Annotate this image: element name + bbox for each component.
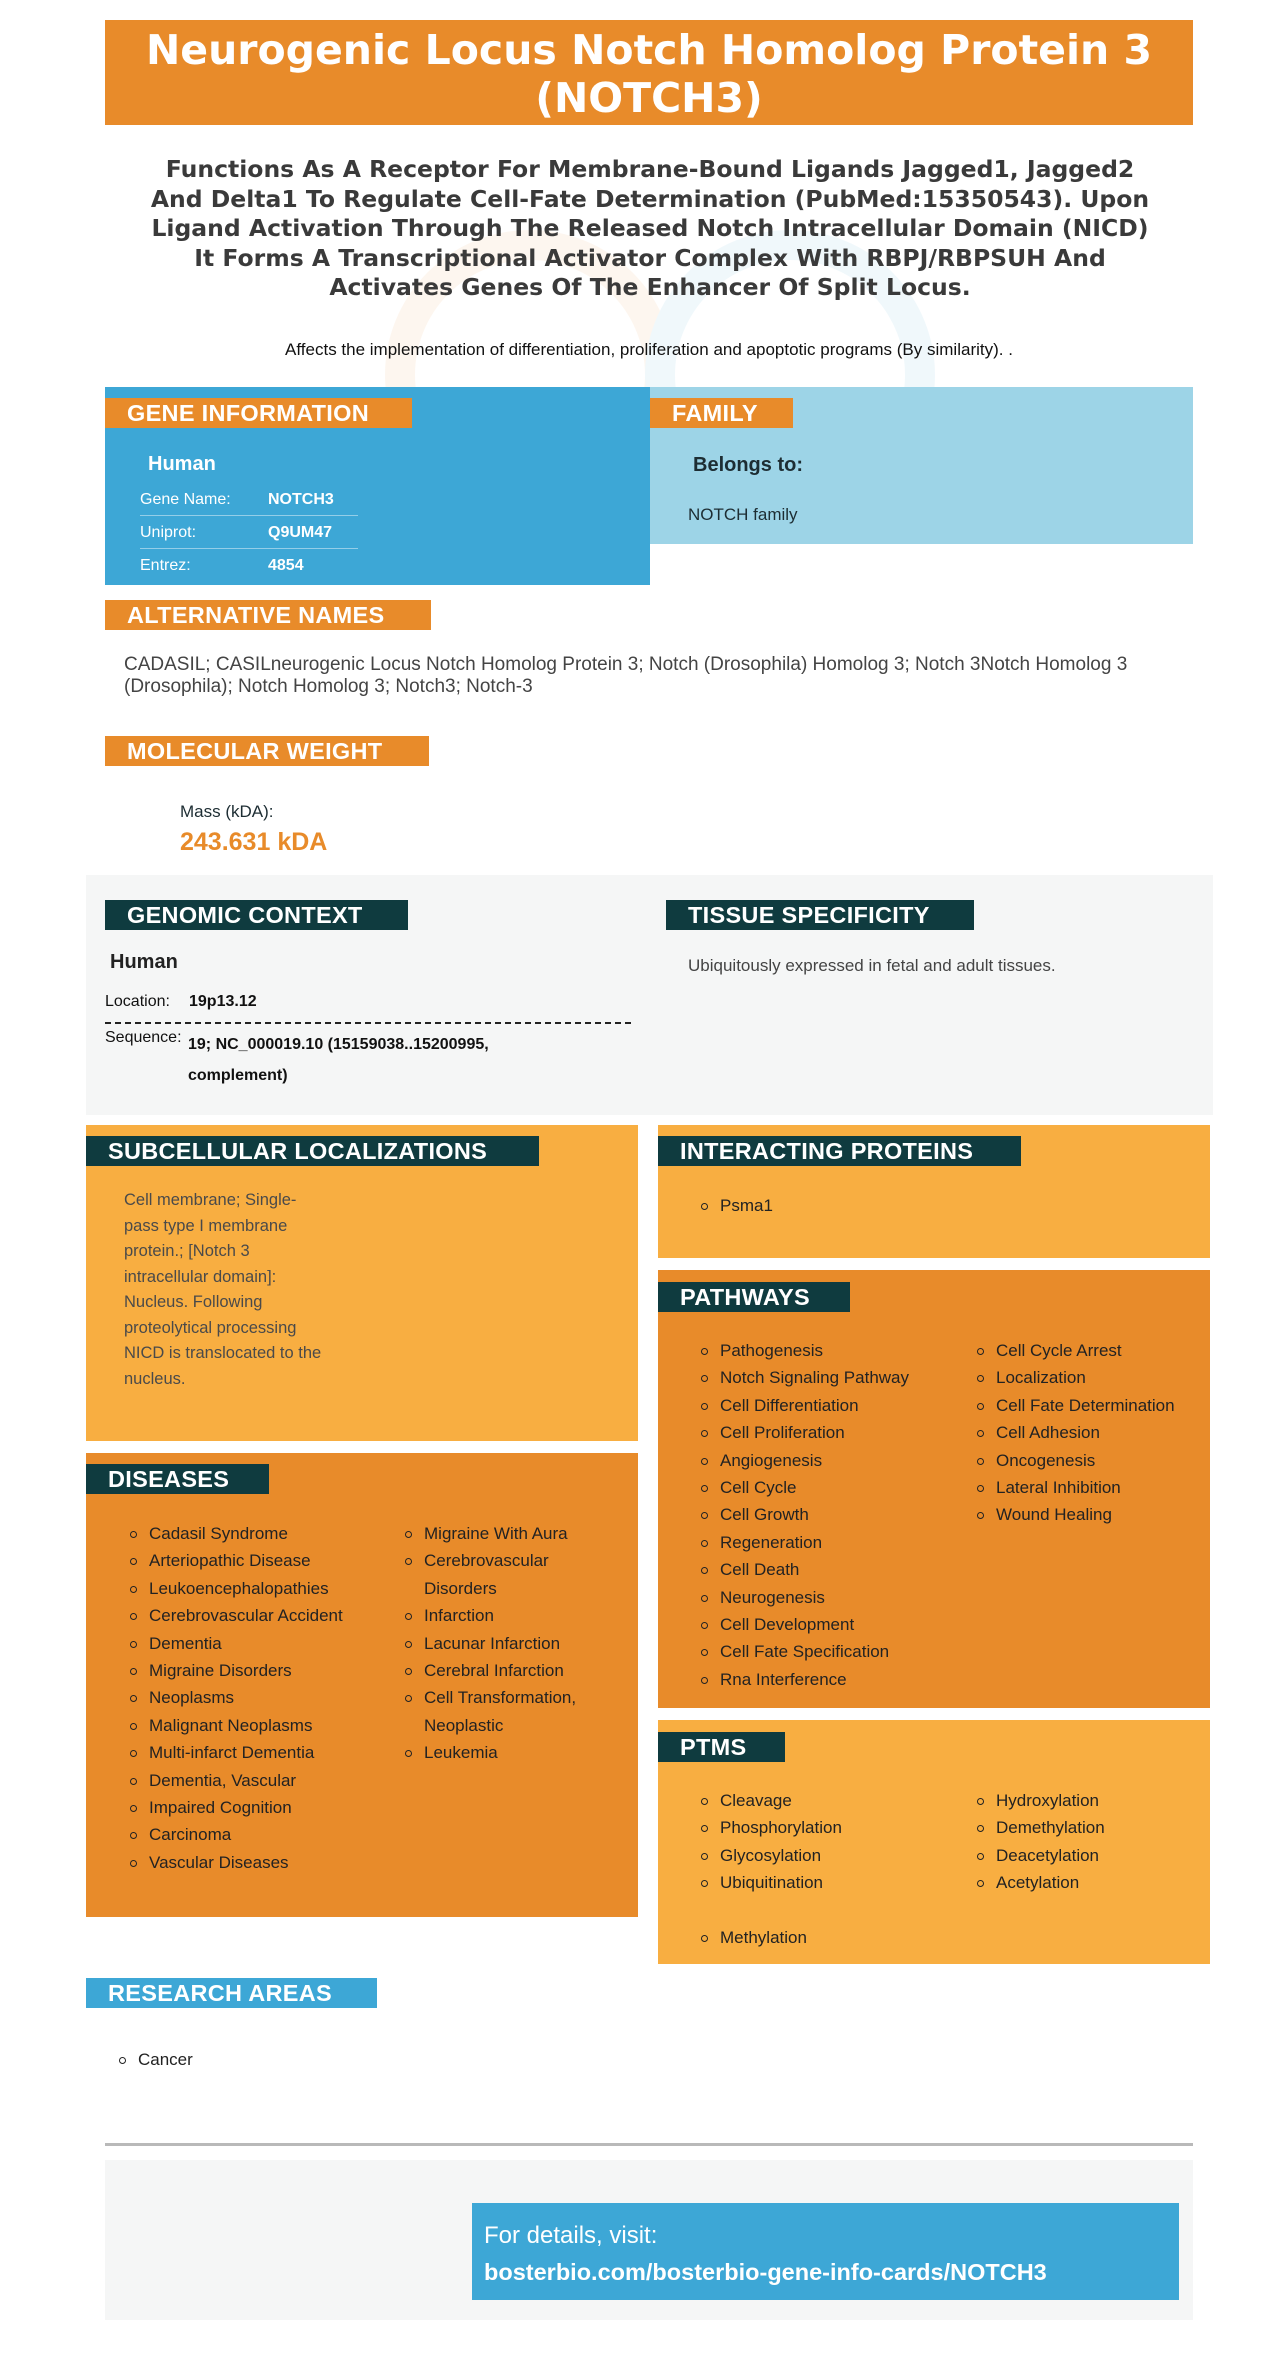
list-item: Cell Proliferation — [701, 1419, 909, 1446]
gene-info-row — [140, 483, 358, 516]
list-item: Migraine Disorders — [130, 1657, 350, 1684]
list-item: Localization — [977, 1364, 1175, 1391]
pathways-heading: PATHWAYS — [658, 1282, 850, 1312]
list-item: Leukemia — [405, 1739, 600, 1766]
gene-info-key: Gene Name: — [140, 491, 231, 508]
list-item: Phosphorylation — [701, 1814, 842, 1841]
list-item: Cell Fate Specification — [701, 1638, 909, 1665]
list-item: Dementia, Vascular — [130, 1767, 350, 1794]
list-item: Cell Cycle — [701, 1474, 909, 1501]
function-summary: Functions As A Receptor For Membrane-Bound Ligands Jagged1, Jagged2 And Delta1 To Regulate Cell-Fate Determination (PubMed:15350543). Upon Ligand Activation Through The Released Notch Intracellular Domain (NICD) It Forms A Transcriptional Activator Complex With RBPJ/RBPSUH And Activates Genes Of The Enhancer Of Split Locus. — [150, 155, 1150, 301]
family-heading: FAMILY — [650, 398, 793, 428]
tissue-specificity-heading: TISSUE SPECIFICITY — [666, 900, 974, 930]
list-item: Methylation — [701, 1924, 807, 1951]
tissue-specificity-text: Ubiquitously expressed in fetal and adult tissues. — [688, 956, 1056, 975]
research-areas-heading: RESEARCH AREAS — [86, 1978, 377, 2008]
alternative-names-text: CADASIL; CASILneurogenic Locus Notch Homolog Protein 3; Notch (Drosophila) Homolog 3; Notch 3Notch Homolog 3 (Drosophila); Notch Homolog 3; Notch3; Notch-3 — [124, 654, 1128, 697]
gene-information-heading: GENE INFORMATION — [105, 398, 412, 428]
list-item: Dementia — [130, 1630, 350, 1657]
gene-info-row — [140, 549, 358, 582]
list-item: Carcinoma — [130, 1821, 350, 1848]
gene-info-key: Uniprot: — [140, 524, 197, 541]
page-title-line2: (NOTCH3) — [535, 74, 763, 122]
subcellular-heading: SUBCELLULAR LOCALIZATIONS — [86, 1136, 539, 1166]
pathways-list-col1 — [701, 1337, 909, 1693]
list-item: Oncogenesis — [977, 1447, 1175, 1474]
footer-link-box[interactable] — [472, 2203, 1179, 2300]
ptms-list-extra — [701, 1924, 807, 1951]
list-item: Pathogenesis — [701, 1337, 909, 1364]
list-item: Hydroxylation — [977, 1787, 1105, 1814]
list-item: Cell Differentiation — [701, 1392, 909, 1419]
list-item: Cell Growth — [701, 1501, 909, 1528]
list-item: Arteriopathic Disease — [130, 1547, 350, 1574]
list-item: Malignant Neoplasms — [130, 1712, 350, 1739]
genomic-species: Human — [110, 951, 178, 973]
list-item: Glycosylation — [701, 1842, 842, 1869]
gene-species: Human — [148, 453, 216, 475]
list-item: Cerebrovascular Disorders — [405, 1547, 600, 1602]
interacting-proteins-list — [701, 1192, 773, 1219]
list-item: Cell Fate Determination — [977, 1392, 1175, 1419]
footer-link[interactable]: bosterbio.com/bosterbio-gene-info-cards/NOTCH3 — [484, 2259, 1047, 2285]
sequence-value: 19; NC_000019.10 (15159038..15200995, complement) — [188, 1036, 489, 1084]
research-areas-list — [119, 2046, 193, 2073]
list-item: Leukoencephalopathies — [130, 1575, 350, 1602]
list-item: Lateral Inhibition — [977, 1474, 1175, 1501]
gene-info-value: NOTCH3 — [268, 491, 334, 508]
list-item: Regeneration — [701, 1529, 909, 1556]
location-value: 19p13.12 — [189, 993, 257, 1010]
list-item: Lacunar Infarction — [405, 1630, 600, 1657]
ptms-heading: PTMS — [658, 1732, 785, 1762]
page-title-line1: Neurogenic Locus Notch Homolog Protein 3 — [145, 26, 1153, 74]
list-item: Demethylation — [977, 1814, 1105, 1841]
list-item: Wound Healing — [977, 1501, 1175, 1528]
list-item: Psma1 — [701, 1192, 773, 1219]
gene-info-table — [140, 483, 358, 582]
list-item: Cerebral Infarction — [405, 1657, 600, 1684]
genomic-divider — [105, 1022, 631, 1024]
list-item: Cadasil Syndrome — [130, 1520, 350, 1547]
ptms-list-col1 — [701, 1787, 842, 1897]
list-item: Neoplasms — [130, 1684, 350, 1711]
diseases-list-col1 — [130, 1520, 350, 1876]
list-item: Cell Cycle Arrest — [977, 1337, 1175, 1364]
list-item: Angiogenesis — [701, 1447, 909, 1474]
mass-value: 243.631 kDA — [180, 828, 328, 856]
genomic-context-heading: GENOMIC CONTEXT — [105, 900, 408, 930]
list-item: Cancer — [119, 2046, 193, 2073]
subcellular-text: Cell membrane; Single-pass type I membrane protein.; [Notch 3 intracellular domain]: Nucleus. Following proteolytical processing NICD is translocated to the nucleus. — [124, 1191, 322, 1388]
gene-info-value: Q9UM47 — [268, 524, 333, 541]
list-item: Acetylation — [977, 1869, 1105, 1896]
pathways-list-col2 — [977, 1337, 1175, 1529]
list-item: Infarction — [405, 1602, 600, 1629]
footer-line1: For details, visit: — [484, 2222, 658, 2249]
diseases-list-col2 — [405, 1520, 600, 1767]
list-item: Ubiquitination — [701, 1869, 842, 1896]
ptms-list-col2 — [977, 1787, 1105, 1897]
list-item: Cell Death — [701, 1556, 909, 1583]
list-item: Rna Interference — [701, 1666, 909, 1693]
gene-info-value: 4854 — [268, 557, 304, 574]
affects-text: Affects the implementation of differentiation, proliferation and apoptotic programs (By similarity). . — [285, 340, 1013, 359]
diseases-heading: DISEASES — [86, 1464, 269, 1494]
list-item: Cleavage — [701, 1787, 842, 1814]
family-belongs-label: Belongs to: — [693, 454, 803, 476]
molecular-weight-heading: MOLECULAR WEIGHT — [105, 736, 429, 766]
gene-info-key: Entrez: — [140, 557, 191, 574]
list-item: Multi-infarct Dementia — [130, 1739, 350, 1766]
list-item: Notch Signaling Pathway — [701, 1364, 909, 1391]
list-item: Vascular Diseases — [130, 1849, 350, 1876]
list-item: Cell Transformation, Neoplastic — [405, 1684, 600, 1739]
list-item: Cell Adhesion — [977, 1419, 1175, 1446]
list-item: Deacetylation — [977, 1842, 1105, 1869]
family-value: NOTCH family — [688, 505, 798, 524]
location-label: Location: — [105, 993, 170, 1010]
gene-info-row — [140, 516, 358, 549]
footer-divider — [105, 2143, 1193, 2146]
list-item: Neurogenesis — [701, 1584, 909, 1611]
alternative-names-heading: ALTERNATIVE NAMES — [105, 600, 431, 630]
list-item: Cell Development — [701, 1611, 909, 1638]
sequence-label: Sequence: — [105, 1029, 182, 1046]
mass-label: Mass (kDA): — [180, 802, 274, 821]
list-item: Cerebrovascular Accident — [130, 1602, 350, 1629]
list-item: Migraine With Aura — [405, 1520, 600, 1547]
list-item: Impaired Cognition — [130, 1794, 350, 1821]
page-title — [105, 20, 1193, 125]
interacting-proteins-heading: INTERACTING PROTEINS — [658, 1136, 1021, 1166]
